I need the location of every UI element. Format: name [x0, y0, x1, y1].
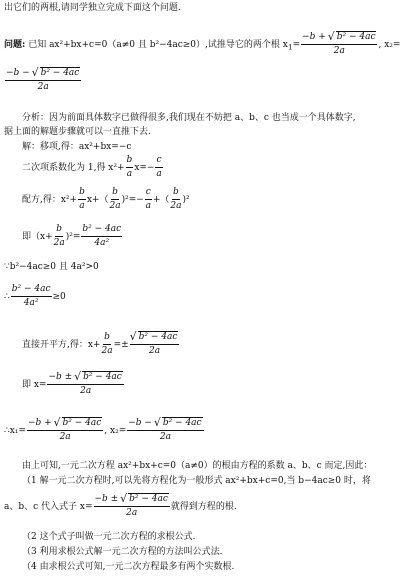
problem-line: 问题: 已知 ax²+bx+c=0（a≠0 且 b²−4ac≥0）,试推导它的两个根 $x_1=$ $\frac{\text{−b + √ b² − 4ac}}{2a}$ , x₂=: [4, 32, 400, 57]
solve-step-move: 解：移项,得：ax²+bx=−c: [22, 142, 132, 152]
intro-text: 出它们的两根,请同学独立完成下面这个问题.: [4, 3, 181, 13]
item-3: （3 利用求根公式解一元二次方程的方法叫公式法.: [22, 547, 223, 557]
analysis-line-2: 据上面的解题步骤就可以一直推下去.: [4, 127, 151, 137]
roots-line: ∴x₁= $\frac{\text{−b + √ b² − 4ac}}{2a}$ , x₂= $\frac{\text{−b − √ b² − 4ac}}{2a}$: [4, 418, 205, 443]
step-ji: 即（x+ $\frac{b}{2a}$ )²= $\frac{\text{b² − 4ac}}{\text{4a²}}$: [22, 224, 122, 248]
item-2: （2 这个式子叫做一元二次方程的求根公式.: [22, 532, 196, 542]
because-line: ∵b²−4ac≥0 且 4a²>0: [4, 262, 99, 272]
analysis-line-1: 分析：因为前面具体数字已做得很多,我们现在不妨把 a、b、c 也当成一个具体数字,: [22, 113, 356, 123]
item-1: （1 解一元二次方程时,可以先将方程化为一般形式 ax²+bx+c=0,当 b−4ac≥0 时，将: [22, 476, 371, 486]
conclusion-line: 由上可知,一元二次方程 ax²+bx+c=0（a≠0）的根由方程的系数 a、b、c 而定,因此：: [22, 461, 373, 471]
item-4: （4 由求根公式可知,一元二次方程最多有两个实数根.: [22, 562, 235, 572]
therefore-line: ∴ $\frac{\text{b² − 4ac}}{\text{4a²}}$ ≥0: [4, 284, 66, 308]
step-x: 即 x= $\frac{\text{−b ± √ b² − 4ac}}{2a}$: [22, 372, 125, 397]
root1-formula: $\frac{\text{−b + √ b² − 4ac}}{2a}$: [301, 32, 377, 57]
root2-formula: $\frac{\text{−b − √ b² − 4ac}}{2a}$: [4, 68, 82, 93]
step-sqrt: 直接开平方,得：x+ $\frac{b}{2a}$ =± √ $\frac{\text{b² − 4ac}}{2a}$: [22, 332, 180, 357]
problem-label: 问题:: [4, 39, 26, 50]
item-1-formula: a、b、c 代入式子 x= $\frac{\text{−b ± √ b² − 4ac}}{2a}$ 就得到方程的根.: [4, 494, 237, 519]
step-complete-square: 配方,得：x²+ $\frac{b}{a}$ x+（ $\frac{b}{2a}$ )²=− $\frac{c}{a}$ +（ $\frac{b}{2a}$ )²: [22, 187, 190, 211]
step-normalize: 二次项系数化为 1,得 x²+ $\frac{b}{a}$ x=− $\frac{c}{a}$: [22, 155, 162, 179]
problem-text: 已知 ax²+bx+c=0（a≠0 且 b²−4ac≥0）,试推导它的两个根 x: [28, 39, 288, 50]
